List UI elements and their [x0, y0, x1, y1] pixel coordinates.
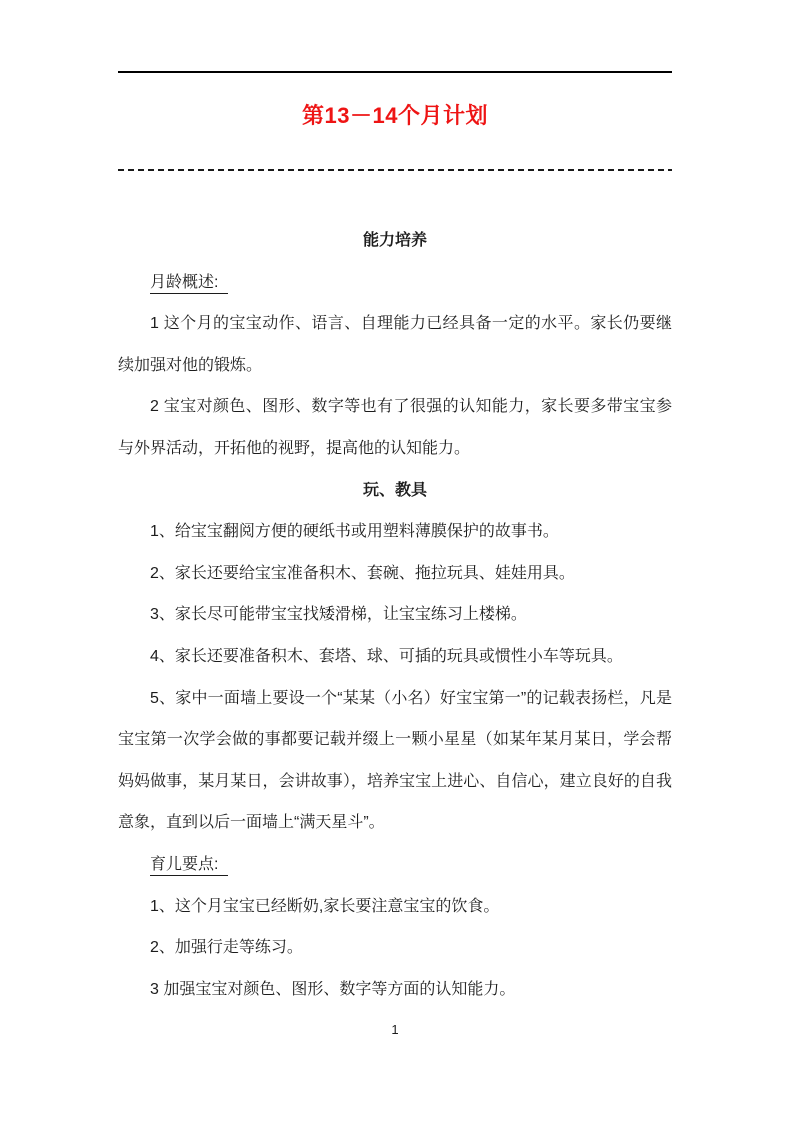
header-divider: [118, 71, 672, 73]
body-paragraph: 2 宝宝对颜色、图形、数字等也有了很强的认知能力，家长要多带宝宝参与外界活动，开拓他的视野，提高他的认知能力。: [118, 398, 672, 457]
section-heading: 能力培养: [362, 232, 427, 249]
document-body: [118, 220, 672, 1010]
subheading-text: 月龄概述:: [150, 274, 228, 294]
underlined-subheading: [118, 844, 672, 886]
body-paragraph: 5、家中一面墙上要设一个“某某（小名）好宝宝第一”的记载表扬栏，凡是宝宝第一次学会做的事都要记载并缀上一颗小星星（如某年某月某日，学会帮妈妈做事，某月某日，会讲故事），培养宝宝上进心、自信心，建立良好的自我意象，直到以后一面墙上“满天星斗”。: [118, 689, 672, 832]
page-title: 第13－14个月计划: [302, 103, 488, 128]
subheading-text: 育儿要点:: [150, 856, 228, 876]
body-paragraph: 2、家长还要给宝宝准备积木、套碗、拖拉玩具、娃娃用具。: [150, 564, 575, 582]
dashed-divider: [118, 169, 672, 171]
page-number: 1: [391, 1022, 399, 1037]
body-paragraph: 1、这个月宝宝已经断奶,家长要注意宝宝的饮食。: [150, 897, 500, 915]
body-paragraph: 4、家长还要准备积木、套塔、球、可插的玩具或惯性小车等玩具。: [150, 647, 623, 665]
body-paragraph: 3 加强宝宝对颜色、图形、数字等方面的认知能力。: [150, 980, 516, 998]
body-paragraph: 1、给宝宝翻阅方便的硬纸书或用塑料薄膜保护的故事书。: [150, 523, 559, 541]
body-paragraph: 3、家长尽可能带宝宝找矮滑梯，让宝宝练习上楼梯。: [150, 606, 527, 624]
section-heading: 玩、教具: [362, 481, 427, 499]
underlined-subheading: [118, 262, 672, 304]
body-paragraph: 2、加强行走等练习。: [150, 939, 303, 957]
body-paragraph: 1 这个月的宝宝动作、语言、自理能力已经具备一定的水平。家长仍要继续加强对他的锻炼。: [118, 315, 672, 374]
